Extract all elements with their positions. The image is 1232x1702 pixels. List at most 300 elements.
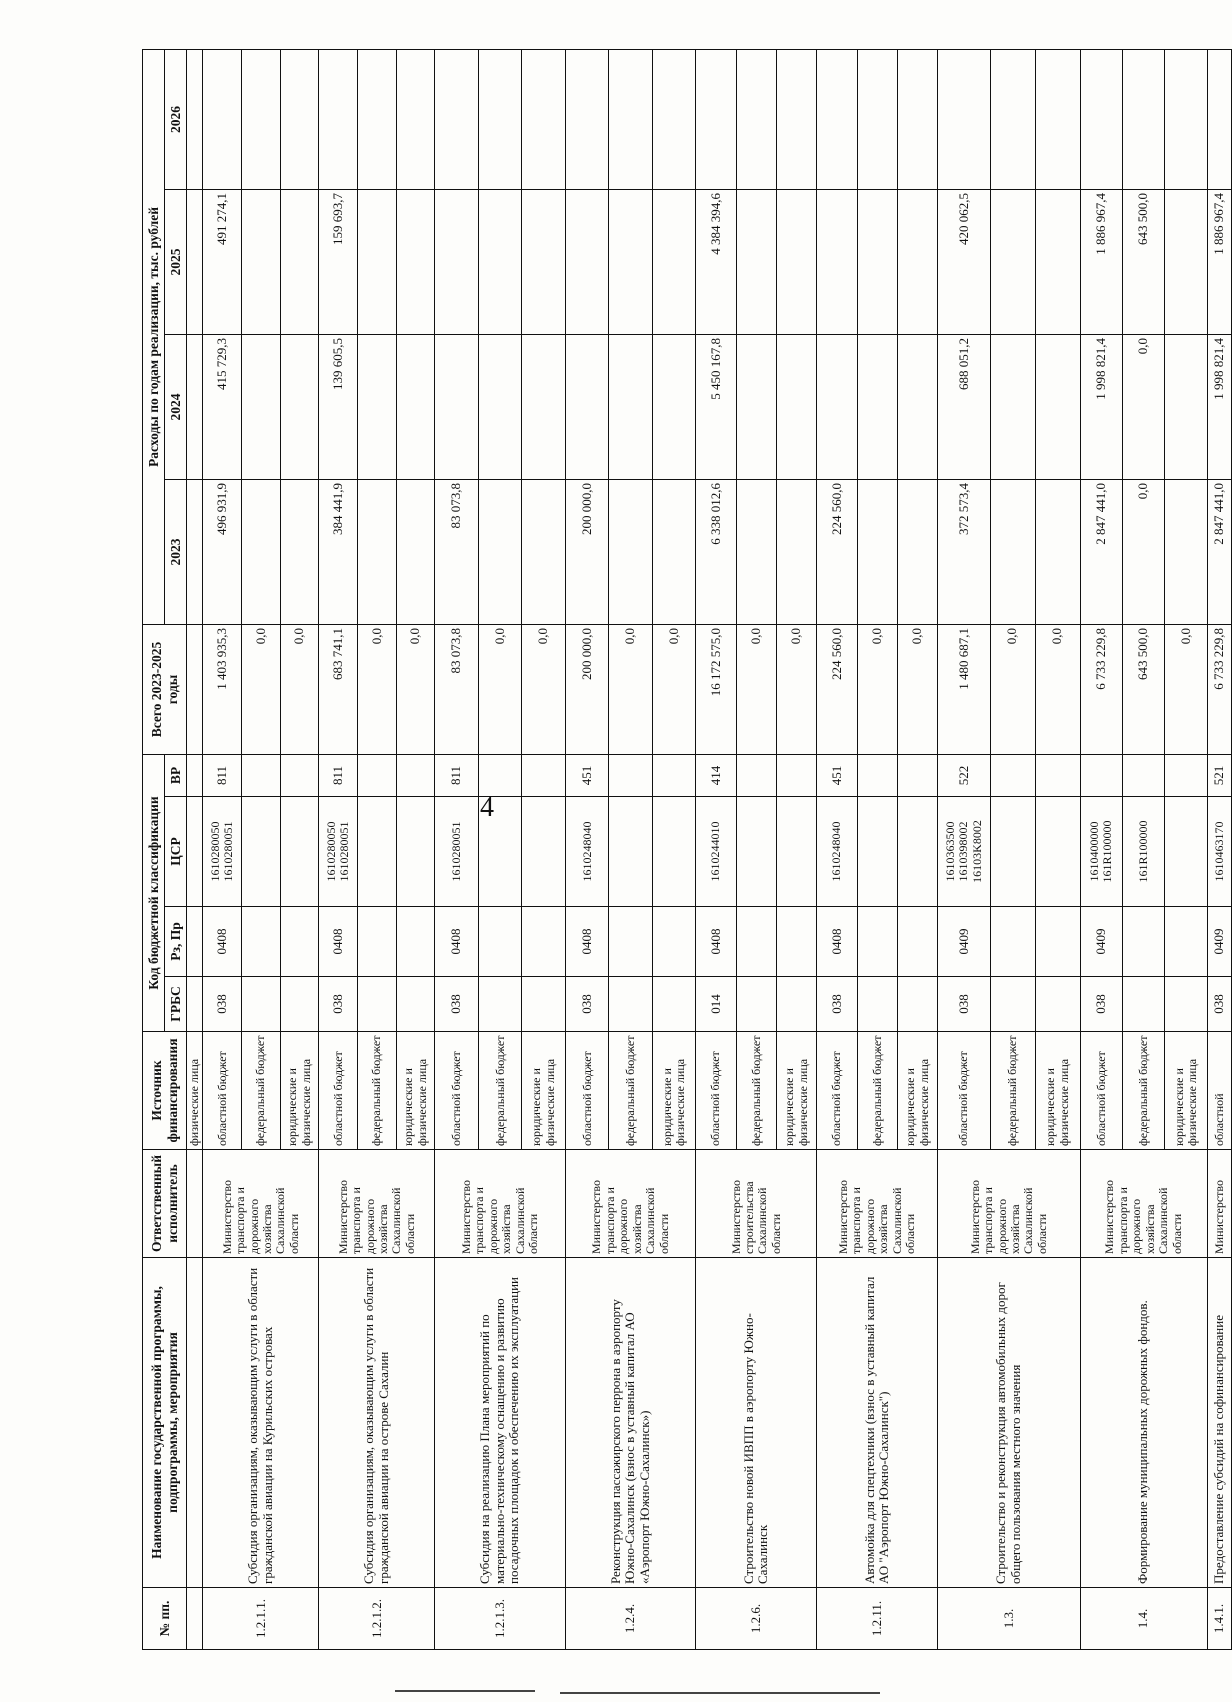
- col-vr: [1123, 755, 1165, 797]
- col-2023: 2 847 441,0: [1207, 480, 1231, 625]
- col-2023: [280, 480, 319, 625]
- col-total: 683 741,1: [319, 625, 358, 755]
- row-source: юридические и физические лица: [777, 1032, 817, 1150]
- col-csr: [242, 797, 281, 907]
- col-2023: [652, 480, 696, 625]
- col-grbs: [242, 977, 281, 1032]
- col-2023: 384 441,9: [319, 480, 358, 625]
- scan-mark: [560, 1692, 880, 1694]
- col-rzpr: 0408: [817, 907, 857, 977]
- row-executor: Министерство транспорта и дорожного хозяйства Сахалинской области: [938, 1150, 1081, 1258]
- col-2024: 139 605,5: [319, 335, 358, 480]
- col-2024: 5 450 167,8: [696, 335, 736, 480]
- row-name: Предоставление субсидий на софинансирование: [1207, 1258, 1231, 1588]
- col-2024: [478, 335, 522, 480]
- rotated-table-container: [142, 50, 1232, 1650]
- row-source: областной бюджет: [938, 1032, 990, 1150]
- row-source: федеральный бюджет: [242, 1032, 281, 1150]
- col-2023: [777, 480, 817, 625]
- col-2024: 0,0: [1123, 335, 1165, 480]
- header-name: Наименование государственной программы, подпрограммы, мероприятия: [143, 1258, 187, 1588]
- header-total: Всего 2023-2025 годы: [143, 625, 187, 755]
- col-2026: [736, 49, 776, 189]
- col-2026: [1207, 49, 1231, 189]
- row-executor: Министерство транспорта и дорожного хозяйства Сахалинской области: [203, 1150, 319, 1258]
- row-executor: Министерство транспорта и дорожного хозяйства Сахалинской области: [435, 1150, 566, 1258]
- col-2024: [652, 335, 696, 480]
- header-expenses-group: Расходы по годам реализации, тыс. рублей: [143, 49, 165, 624]
- col-vr: 521: [1207, 755, 1231, 797]
- col-2023: 2 847 441,0: [1080, 480, 1122, 625]
- col-2023: [1165, 480, 1207, 625]
- col-2025: 1 886 967,4: [1080, 190, 1122, 335]
- row-source: федеральный бюджет: [857, 1032, 897, 1150]
- col-total: 83 073,8: [435, 625, 479, 755]
- col-vr: [609, 755, 653, 797]
- col-total: 1 403 935,3: [203, 625, 242, 755]
- col-2025: [897, 190, 937, 335]
- col-grbs: 038: [1080, 977, 1122, 1032]
- carry-source: физические лица: [187, 1032, 203, 1150]
- col-total: 0,0: [280, 625, 319, 755]
- col-2025: [817, 190, 857, 335]
- col-total: 0,0: [1035, 625, 1080, 755]
- col-total: 200 000,0: [565, 625, 609, 755]
- col-2023: 372 573,4: [938, 480, 990, 625]
- col-grbs: [280, 977, 319, 1032]
- col-grbs: [897, 977, 937, 1032]
- header-num: № пп.: [143, 1588, 187, 1650]
- col-grbs: [652, 977, 696, 1032]
- row-executor: Министерство транспорта и дорожного хозяйства Сахалинской области: [1080, 1150, 1207, 1258]
- col-vr: [478, 755, 522, 797]
- header-csr: ЦСР: [165, 797, 187, 907]
- row-source: федеральный бюджет: [358, 1032, 397, 1150]
- col-rzpr: [1123, 907, 1165, 977]
- col-total: 0,0: [242, 625, 281, 755]
- col-2026: [478, 49, 522, 189]
- col-total: 0,0: [990, 625, 1035, 755]
- table-row: [565, 49, 609, 1649]
- header-code-group: Код бюджетной классификации: [143, 755, 165, 1032]
- col-total: 0,0: [358, 625, 397, 755]
- col-2024: [280, 335, 319, 480]
- col-2024: [396, 335, 435, 480]
- col-2025: 491 274,1: [203, 190, 242, 335]
- col-vr: [857, 755, 897, 797]
- col-total: 0,0: [857, 625, 897, 755]
- col-vr: [522, 755, 566, 797]
- col-2026: [696, 49, 736, 189]
- col-2025: 643 500,0: [1123, 190, 1165, 335]
- col-total: 6 733 229,8: [1080, 625, 1122, 755]
- col-2025: [280, 190, 319, 335]
- col-vr: [990, 755, 1035, 797]
- col-2026: [396, 49, 435, 189]
- table-row: [938, 49, 990, 1649]
- col-total: 224 560,0: [817, 625, 857, 755]
- col-2026: [358, 49, 397, 189]
- row-source: областной бюджет: [203, 1032, 242, 1150]
- carry-name: [187, 1258, 203, 1588]
- col-vr: 811: [435, 755, 479, 797]
- col-rzpr: [242, 907, 281, 977]
- col-2023: 224 560,0: [817, 480, 857, 625]
- col-csr: 1610248040: [817, 797, 857, 907]
- row-source: областной бюджет: [435, 1032, 479, 1150]
- col-vr: 451: [565, 755, 609, 797]
- col-grbs: 038: [203, 977, 242, 1032]
- row-source: юридические и физические лица: [652, 1032, 696, 1150]
- row-name: Строительство и реконструкция автомобильных дорог общего пользования местного значения: [938, 1258, 1081, 1588]
- col-2025: [522, 190, 566, 335]
- row-name: Субсидия на реализацию Плана мероприятий по материально-техническому оснащению и развитию посадочных площадок и обеспечению их эксплуатации: [435, 1258, 566, 1588]
- col-2025: [652, 190, 696, 335]
- col-2026: [565, 49, 609, 189]
- col-2023: [990, 480, 1035, 625]
- col-2026: [1123, 49, 1165, 189]
- col-grbs: [1035, 977, 1080, 1032]
- col-csr: 1610280050 1610280051: [319, 797, 358, 907]
- row-source: юридические и физические лица: [396, 1032, 435, 1150]
- col-2023: 0,0: [1123, 480, 1165, 625]
- table-row: [696, 49, 736, 1649]
- col-2026: [609, 49, 653, 189]
- table-row: [817, 49, 857, 1649]
- table-header: [143, 49, 203, 1649]
- col-2025: [435, 190, 479, 335]
- col-2024: [736, 335, 776, 480]
- col-grbs: [736, 977, 776, 1032]
- col-2024: 1 998 821,4: [1207, 335, 1231, 480]
- col-2026: [777, 49, 817, 189]
- col-grbs: [478, 977, 522, 1032]
- col-2025: [478, 190, 522, 335]
- row-source: областной бюджет: [319, 1032, 358, 1150]
- col-2025: [1165, 190, 1207, 335]
- row-source: юридические и физические лица: [1035, 1032, 1080, 1150]
- col-2023: 496 931,9: [203, 480, 242, 625]
- row-source: областной бюджет: [817, 1032, 857, 1150]
- col-rzpr: [990, 907, 1035, 977]
- col-total: 0,0: [609, 625, 653, 755]
- col-2023: [736, 480, 776, 625]
- col-2025: 159 693,7: [319, 190, 358, 335]
- col-csr: [857, 797, 897, 907]
- col-rzpr: [1035, 907, 1080, 977]
- row-num: 1.2.4.: [565, 1588, 696, 1650]
- col-2025: [565, 190, 609, 335]
- col-grbs: [522, 977, 566, 1032]
- col-2026: [1165, 49, 1207, 189]
- col-2024: [522, 335, 566, 480]
- col-vr: [280, 755, 319, 797]
- header-vr: ВР: [165, 755, 187, 797]
- col-2026: [1035, 49, 1080, 189]
- row-num: 1.2.6.: [696, 1588, 817, 1650]
- col-rzpr: 0409: [1080, 907, 1122, 977]
- col-grbs: 038: [817, 977, 857, 1032]
- col-vr: 414: [696, 755, 736, 797]
- col-rzpr: [609, 907, 653, 977]
- col-csr: 1610280050 1610280051: [203, 797, 242, 907]
- col-total: 16 172 575,0: [696, 625, 736, 755]
- col-total: 0,0: [396, 625, 435, 755]
- col-grbs: 038: [319, 977, 358, 1032]
- col-vr: [1080, 755, 1122, 797]
- table-body: [203, 49, 1232, 1649]
- row-name: Автомойка для спецтехники (взнос в уставный капитал АО "Аэропорт Южно-Сахалинск"): [817, 1258, 938, 1588]
- col-csr: [358, 797, 397, 907]
- col-2026: [242, 49, 281, 189]
- col-rzpr: 0409: [1207, 907, 1231, 977]
- col-2026: [990, 49, 1035, 189]
- row-num: 1.2.1.3.: [435, 1588, 566, 1650]
- col-csr: [990, 797, 1035, 907]
- col-vr: [1035, 755, 1080, 797]
- row-num: 1.2.1.2.: [319, 1588, 435, 1650]
- col-2023: [522, 480, 566, 625]
- col-vr: [396, 755, 435, 797]
- col-csr: [478, 797, 522, 907]
- col-grbs: [990, 977, 1035, 1032]
- col-total: 643 500,0: [1123, 625, 1165, 755]
- col-2023: 6 338 012,6: [696, 480, 736, 625]
- col-csr: [652, 797, 696, 907]
- row-executor: Министерство транспорта и дорожного хозяйства Сахалинской области: [319, 1150, 435, 1258]
- col-2025: [777, 190, 817, 335]
- row-source: областной бюджет: [1080, 1032, 1122, 1150]
- col-2025: [736, 190, 776, 335]
- row-num: 1.4.: [1080, 1588, 1207, 1650]
- col-grbs: 038: [1207, 977, 1231, 1032]
- col-total: 0,0: [478, 625, 522, 755]
- row-source: областной бюджет: [565, 1032, 609, 1150]
- col-rzpr: [736, 907, 776, 977]
- col-2023: [609, 480, 653, 625]
- row-num: 1.3.: [938, 1588, 1081, 1650]
- col-2023: [358, 480, 397, 625]
- col-2023: [857, 480, 897, 625]
- col-csr: [1035, 797, 1080, 907]
- col-2025: [609, 190, 653, 335]
- col-rzpr: [897, 907, 937, 977]
- col-2024: [817, 335, 857, 480]
- col-2024: [990, 335, 1035, 480]
- col-2026: [817, 49, 857, 189]
- header-2023: 2023: [165, 480, 187, 625]
- col-grbs: 038: [938, 977, 990, 1032]
- col-vr: 811: [203, 755, 242, 797]
- col-2025: 1 886 967,4: [1207, 190, 1231, 335]
- header-grbs: ГРБС: [165, 977, 187, 1032]
- table-row: [319, 49, 358, 1649]
- budget-table: [142, 49, 1232, 1650]
- row-source: юридические и физические лица: [280, 1032, 319, 1150]
- col-csr: 1610463170: [1207, 797, 1231, 907]
- col-vr: 811: [319, 755, 358, 797]
- col-csr: 1610363500 1610398002 16103K8002: [938, 797, 990, 907]
- col-rzpr: 0408: [203, 907, 242, 977]
- header-2025: 2025: [165, 190, 187, 335]
- col-vr: [358, 755, 397, 797]
- col-vr: 451: [817, 755, 857, 797]
- col-csr: 1610280051: [435, 797, 479, 907]
- carry-num: [187, 1588, 203, 1650]
- col-rzpr: [777, 907, 817, 977]
- row-name: Субсидия организациям, оказывающим услуги в области гражданской авиации на Курильских островах: [203, 1258, 319, 1588]
- col-2025: [857, 190, 897, 335]
- col-total: 0,0: [1165, 625, 1207, 755]
- col-total: 0,0: [736, 625, 776, 755]
- col-grbs: [1123, 977, 1165, 1032]
- col-vr: [897, 755, 937, 797]
- col-2023: [897, 480, 937, 625]
- col-2025: 4 384 394,6: [696, 190, 736, 335]
- col-2026: [938, 49, 990, 189]
- col-2024: [777, 335, 817, 480]
- col-2026: [897, 49, 937, 189]
- table-row: [1207, 49, 1231, 1649]
- col-2025: [242, 190, 281, 335]
- col-2026: [319, 49, 358, 189]
- col-2023: [242, 480, 281, 625]
- col-rzpr: [396, 907, 435, 977]
- col-rzpr: [1165, 907, 1207, 977]
- row-executor: Министерство транспорта и дорожного хозяйства Сахалинской области: [817, 1150, 938, 1258]
- row-num: 1.2.11.: [817, 1588, 938, 1650]
- col-2023: 83 073,8: [435, 480, 479, 625]
- row-source: юридические и физические лица: [897, 1032, 937, 1150]
- col-2025: [1035, 190, 1080, 335]
- row-source: федеральный бюджет: [736, 1032, 776, 1150]
- header-source: Источник финансирования: [143, 1032, 187, 1150]
- col-csr: 161R100000: [1123, 797, 1165, 907]
- col-2024: 688 051,2: [938, 335, 990, 480]
- row-source: федеральный бюджет: [990, 1032, 1035, 1150]
- row-executor: Министерство транспорта и дорожного хозяйства Сахалинской области: [565, 1150, 696, 1258]
- scan-mark: [395, 1690, 535, 1692]
- col-total: 0,0: [522, 625, 566, 755]
- col-rzpr: 0408: [565, 907, 609, 977]
- col-vr: [1165, 755, 1207, 797]
- row-name: Формирование муниципальных дорожных фондов.: [1080, 1258, 1207, 1588]
- col-rzpr: [280, 907, 319, 977]
- col-2024: [857, 335, 897, 480]
- col-2026: [280, 49, 319, 189]
- col-grbs: [1165, 977, 1207, 1032]
- col-grbs: 038: [565, 977, 609, 1032]
- row-source: федеральный бюджет: [478, 1032, 522, 1150]
- col-2026: [522, 49, 566, 189]
- row-name: Реконструкция пассажирского перрона в аэропорту Южно-Сахалинск (взнос в уставный капитал АО «Аэропорт Южно-Сахалинск»): [565, 1258, 696, 1588]
- col-2024: [242, 335, 281, 480]
- row-source: федеральный бюджет: [609, 1032, 653, 1150]
- carry-row: [187, 49, 203, 1649]
- col-grbs: [857, 977, 897, 1032]
- col-total: 0,0: [652, 625, 696, 755]
- col-2023: [1035, 480, 1080, 625]
- table-row: [435, 49, 479, 1649]
- row-name: Строительство новой ИВПП в аэропорту Южно-Сахалинск: [696, 1258, 817, 1588]
- row-executor: Министерство: [1207, 1150, 1231, 1258]
- col-rzpr: [522, 907, 566, 977]
- col-csr: [1165, 797, 1207, 907]
- col-total: 1 480 687,1: [938, 625, 990, 755]
- col-2024: [435, 335, 479, 480]
- col-2023: [396, 480, 435, 625]
- col-grbs: [396, 977, 435, 1032]
- col-2024: [1035, 335, 1080, 480]
- col-vr: [242, 755, 281, 797]
- row-source: юридические и физические лица: [1165, 1032, 1207, 1150]
- header-2024: 2024: [165, 335, 187, 480]
- col-rzpr: [652, 907, 696, 977]
- col-rzpr: 0408: [435, 907, 479, 977]
- col-grbs: [777, 977, 817, 1032]
- col-rzpr: [358, 907, 397, 977]
- carry-executor: [187, 1150, 203, 1258]
- col-2026: [435, 49, 479, 189]
- col-rzpr: [857, 907, 897, 977]
- col-2024: [565, 335, 609, 480]
- col-2026: [652, 49, 696, 189]
- row-source: юридические и физические лица: [522, 1032, 566, 1150]
- col-grbs: [358, 977, 397, 1032]
- col-2024: [897, 335, 937, 480]
- header-executor: Ответственный исполнитель: [143, 1150, 187, 1258]
- col-csr: [396, 797, 435, 907]
- col-csr: 1610400000 161R100000: [1080, 797, 1122, 907]
- row-name: Субсидия организациям, оказывающим услуги в области гражданской авиации на острове Сахалин: [319, 1258, 435, 1588]
- col-rzpr: [478, 907, 522, 977]
- col-csr: 1610248040: [565, 797, 609, 907]
- row-num: 1.4.1.: [1207, 1588, 1231, 1650]
- col-grbs: 014: [696, 977, 736, 1032]
- col-csr: [897, 797, 937, 907]
- row-source: федеральный бюджет: [1123, 1032, 1165, 1150]
- col-grbs: [609, 977, 653, 1032]
- row-executor: Министерство строительства Сахалинской области: [696, 1150, 817, 1258]
- col-vr: [652, 755, 696, 797]
- row-source: областной бюджет: [696, 1032, 736, 1150]
- col-2025: 420 062,5: [938, 190, 990, 335]
- col-2026: [203, 49, 242, 189]
- col-vr: 522: [938, 755, 990, 797]
- col-total: 0,0: [777, 625, 817, 755]
- col-csr: [736, 797, 776, 907]
- col-2024: 1 998 821,4: [1080, 335, 1122, 480]
- col-2026: [857, 49, 897, 189]
- header-rzpr: Рз, Пр: [165, 907, 187, 977]
- row-num: 1.2.1.1.: [203, 1588, 319, 1650]
- col-2024: [609, 335, 653, 480]
- col-csr: [522, 797, 566, 907]
- col-vr: [736, 755, 776, 797]
- page-number: 4: [480, 792, 494, 823]
- col-grbs: 038: [435, 977, 479, 1032]
- col-total: 0,0: [897, 625, 937, 755]
- col-2024: [358, 335, 397, 480]
- col-2024: 415 729,3: [203, 335, 242, 480]
- col-csr: 1610244010: [696, 797, 736, 907]
- col-2023: 200 000,0: [565, 480, 609, 625]
- col-2025: [358, 190, 397, 335]
- col-rzpr: 0409: [938, 907, 990, 977]
- col-2023: [478, 480, 522, 625]
- header-2026: 2026: [165, 49, 187, 189]
- col-2026: [1080, 49, 1122, 189]
